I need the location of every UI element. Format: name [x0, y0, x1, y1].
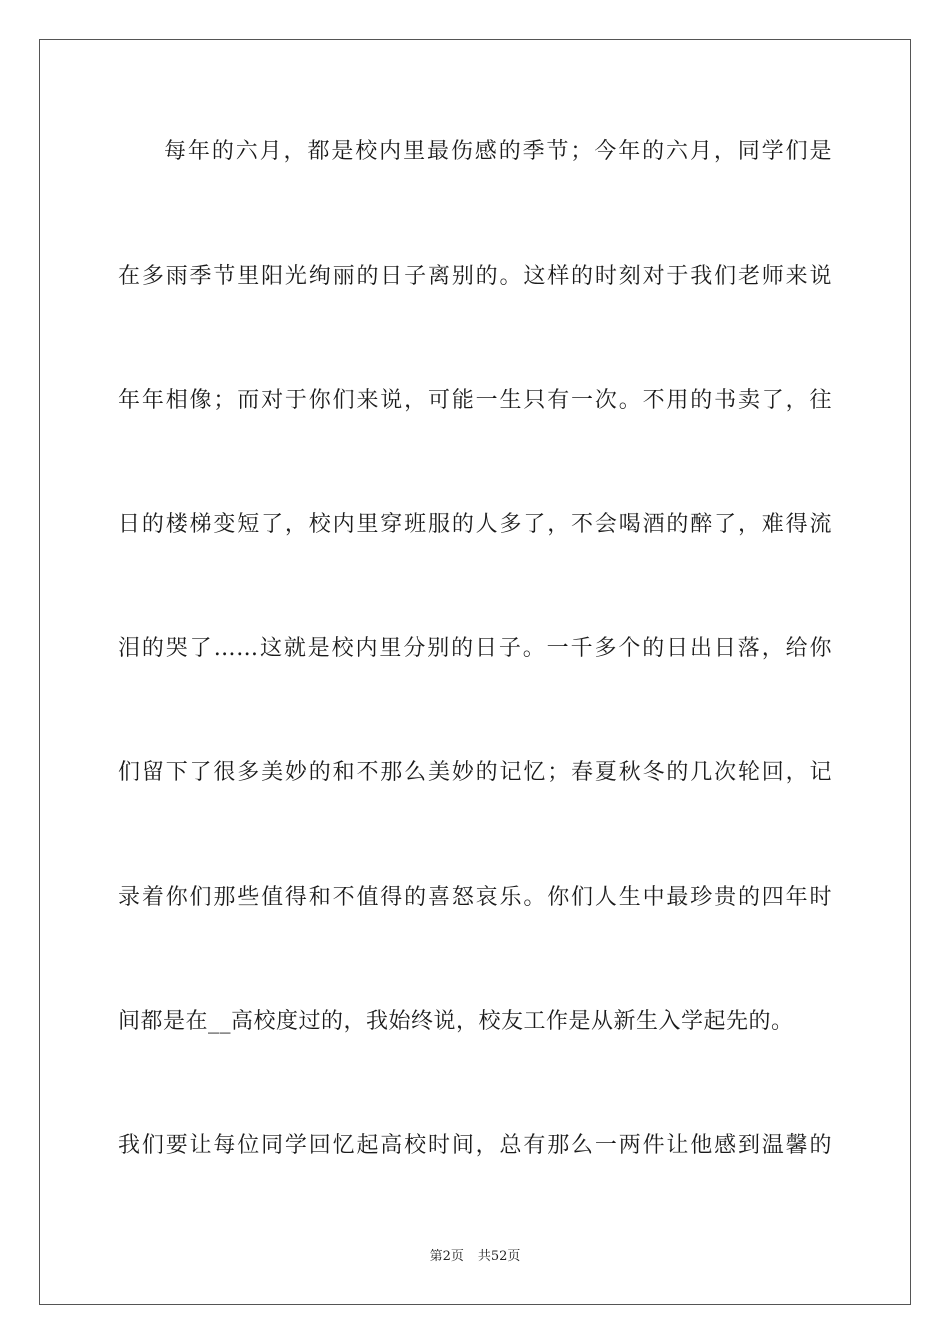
paragraph-line: 泪的哭了……这就是校内里分别的日子。一千多个的日出日落，给你: [118, 636, 832, 661]
paragraph-line: 间都是在__高校度过的，我始终说，校友工作是从新生入学起先的。: [118, 1009, 794, 1034]
paragraph-line: 在多雨季节里阳光绚丽的日子离别的。这样的时刻对于我们老师来说: [118, 264, 832, 289]
paragraph-line: 录着你们那些值得和不值得的喜怒哀乐。你们人生中最珍贵的四年时: [118, 885, 832, 910]
paragraph-line: 我们要让每位同学回忆起高校时间，总有那么一两件让他感到温馨的: [118, 1133, 832, 1158]
page-footer: [0, 1248, 950, 1266]
paragraph-line: 日的楼梯变短了，校内里穿班服的人多了，不会喝酒的醉了，难得流: [118, 512, 832, 537]
page-border: [39, 39, 911, 1305]
total-pages: 共52页: [477, 1249, 521, 1264]
page-number: 第2页: [429, 1249, 464, 1264]
paragraph-line: 每年的六月，都是校内里最伤感的季节；今年的六月，同学们是: [164, 139, 832, 164]
paragraph-line: 们留下了很多美妙的和不那么美妙的记忆；春夏秋冬的几次轮回，记: [118, 760, 832, 785]
paragraph-line: 年年相像；而对于你们来说，可能一生只有一次。不用的书卖了，往: [118, 388, 832, 413]
